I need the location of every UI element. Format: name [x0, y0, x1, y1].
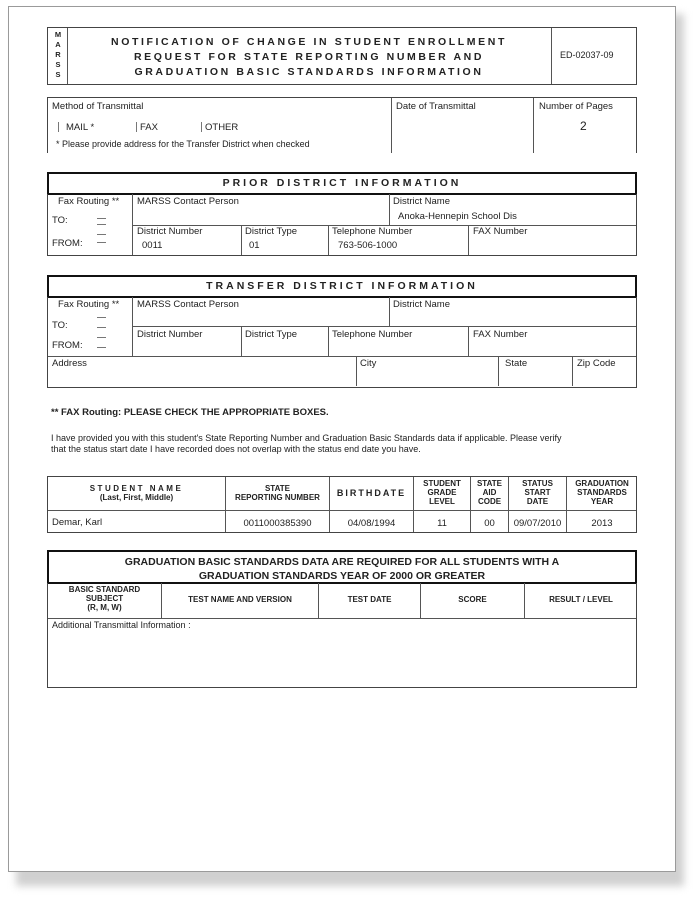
statement-line-1: I have provided you with this student's State Reporting Number and Graduation Basic Standards data if applicable. Please verify: [51, 433, 562, 443]
transfer-from-box[interactable]: [97, 337, 106, 338]
grade-level-value: 11: [437, 518, 447, 529]
prior-number-label: District Number: [137, 226, 203, 237]
prior-fax-label: FAX Number: [473, 226, 528, 237]
pages-value: 2: [580, 119, 587, 133]
form-page: [8, 6, 676, 872]
grad-standards-table: [47, 583, 637, 688]
col-basic-standard-subject: BASIC STANDARD SUBJECT (R, M, W): [68, 585, 141, 613]
transfer-fax-routing: Fax Routing **: [58, 299, 120, 310]
transfer-type-label: District Type: [245, 329, 298, 340]
transfer-district-title: TRANSFER DISTRICT INFORMATION: [47, 275, 637, 298]
other-checkbox[interactable]: [201, 122, 202, 132]
fax-routing-note: ** FAX Routing: PLEASE CHECK THE APPROPRIATE BOXES.: [51, 407, 329, 418]
mail-checkbox[interactable]: [58, 122, 59, 132]
form-title: NOTIFICATION OF CHANGE IN STUDENT ENROLLMENT REQUEST FOR STATE REPORTING NUMBER AND GRADUATION BASIC STANDARDS INFORMATION: [111, 36, 507, 78]
col-student-name: STUDENT NAME (Last, First, Middle): [89, 484, 184, 503]
student-table: [47, 476, 637, 533]
prior-from-box[interactable]: [97, 234, 106, 235]
marss-label: M A R S S: [54, 30, 62, 79]
transfer-name-label: District Name: [393, 299, 451, 310]
transfer-zip-label: Zip Code: [577, 358, 616, 369]
transfer-state-label: State: [505, 358, 528, 369]
col-birthdate: BIRTHDATE: [336, 488, 407, 498]
prior-from: FROM:: [52, 238, 83, 249]
col-score: SCORE: [458, 595, 487, 604]
transfer-phone-label: Telephone Number: [332, 329, 413, 340]
transfer-fax-label: FAX Number: [473, 329, 528, 340]
prior-contact-label: MARSS Contact Person: [137, 196, 239, 207]
grad-standards-title: GRADUATION BASIC STANDARDS DATA ARE REQUIRED FOR ALL STUDENTS WITH A GRADUATION STANDARDS YEAR OF 2000 OR GREATER: [47, 550, 637, 584]
prior-type-label: District Type: [245, 226, 298, 237]
transfer-to-box[interactable]: [97, 317, 106, 318]
prior-district-box: [47, 194, 637, 256]
prior-number-value: 0011: [142, 240, 163, 251]
statement-line-2: that the status start date I have recorded does not overlap with the status end date you have.: [51, 444, 421, 454]
mail-option: MAIL *: [66, 122, 95, 133]
prior-phone-label: Telephone Number: [332, 226, 413, 237]
prior-district-title: PRIOR DISTRICT INFORMATION: [47, 172, 637, 195]
prior-name-label: District Name: [393, 196, 451, 207]
transfer-district-box: [47, 297, 637, 388]
state-reporting-number-value: 0011000385390: [243, 518, 312, 529]
col-test-name-version: TEST NAME AND VERSION: [188, 595, 292, 604]
fax-checkbox[interactable]: [136, 122, 137, 132]
pages-label: Number of Pages: [539, 101, 613, 112]
transfer-from: FROM:: [52, 340, 83, 351]
col-status-start-date: STATUS START DATE: [522, 479, 553, 507]
header-box: [47, 27, 637, 85]
student-name-value: Demar, Karl: [52, 517, 103, 528]
transfer-to: TO:: [52, 320, 68, 331]
transfer-city-label: City: [360, 358, 377, 369]
prior-to: TO:: [52, 215, 68, 226]
fax-option: FAX: [140, 122, 158, 133]
method-label: Method of Transmittal: [52, 101, 144, 112]
birthdate-value: 04/08/1994: [347, 518, 396, 529]
form-code: ED-02037-09: [560, 50, 614, 60]
transfer-number-label: District Number: [137, 329, 203, 340]
address-note: * Please provide address for the Transfer District when checked: [56, 139, 310, 149]
status-start-date-value: 09/07/2010: [513, 518, 562, 529]
col-grade-level: STUDENT GRADE LEVEL: [423, 479, 461, 507]
prior-to-box[interactable]: [97, 218, 106, 219]
prior-type-value: 01: [249, 240, 260, 251]
col-result-level: RESULT / LEVEL: [549, 595, 613, 604]
state-aid-code-value: 00: [484, 518, 495, 529]
col-graduation-standards-year: GRADUATION STANDARDS YEAR: [575, 479, 629, 507]
graduation-year-value: 2013: [591, 518, 613, 529]
col-state-aid-code: STATE AID CODE: [476, 479, 503, 507]
transfer-address-label: Address: [52, 358, 87, 369]
prior-fax-routing: Fax Routing **: [58, 196, 120, 207]
col-state-reporting-number: STATE REPORTING NUMBER: [235, 484, 320, 503]
additional-info-label: Additional Transmittal Information :: [52, 620, 191, 630]
prior-name-value: Anoka-Hennepin School Dis: [398, 211, 517, 222]
other-option: OTHER: [205, 122, 239, 133]
prior-phone-value: 763-506-1000: [338, 240, 398, 251]
transmittal-box: [47, 97, 637, 153]
date-label: Date of Transmittal: [396, 101, 476, 112]
col-test-date: TEST DATE: [347, 595, 392, 604]
transfer-contact-label: MARSS Contact Person: [137, 299, 239, 310]
